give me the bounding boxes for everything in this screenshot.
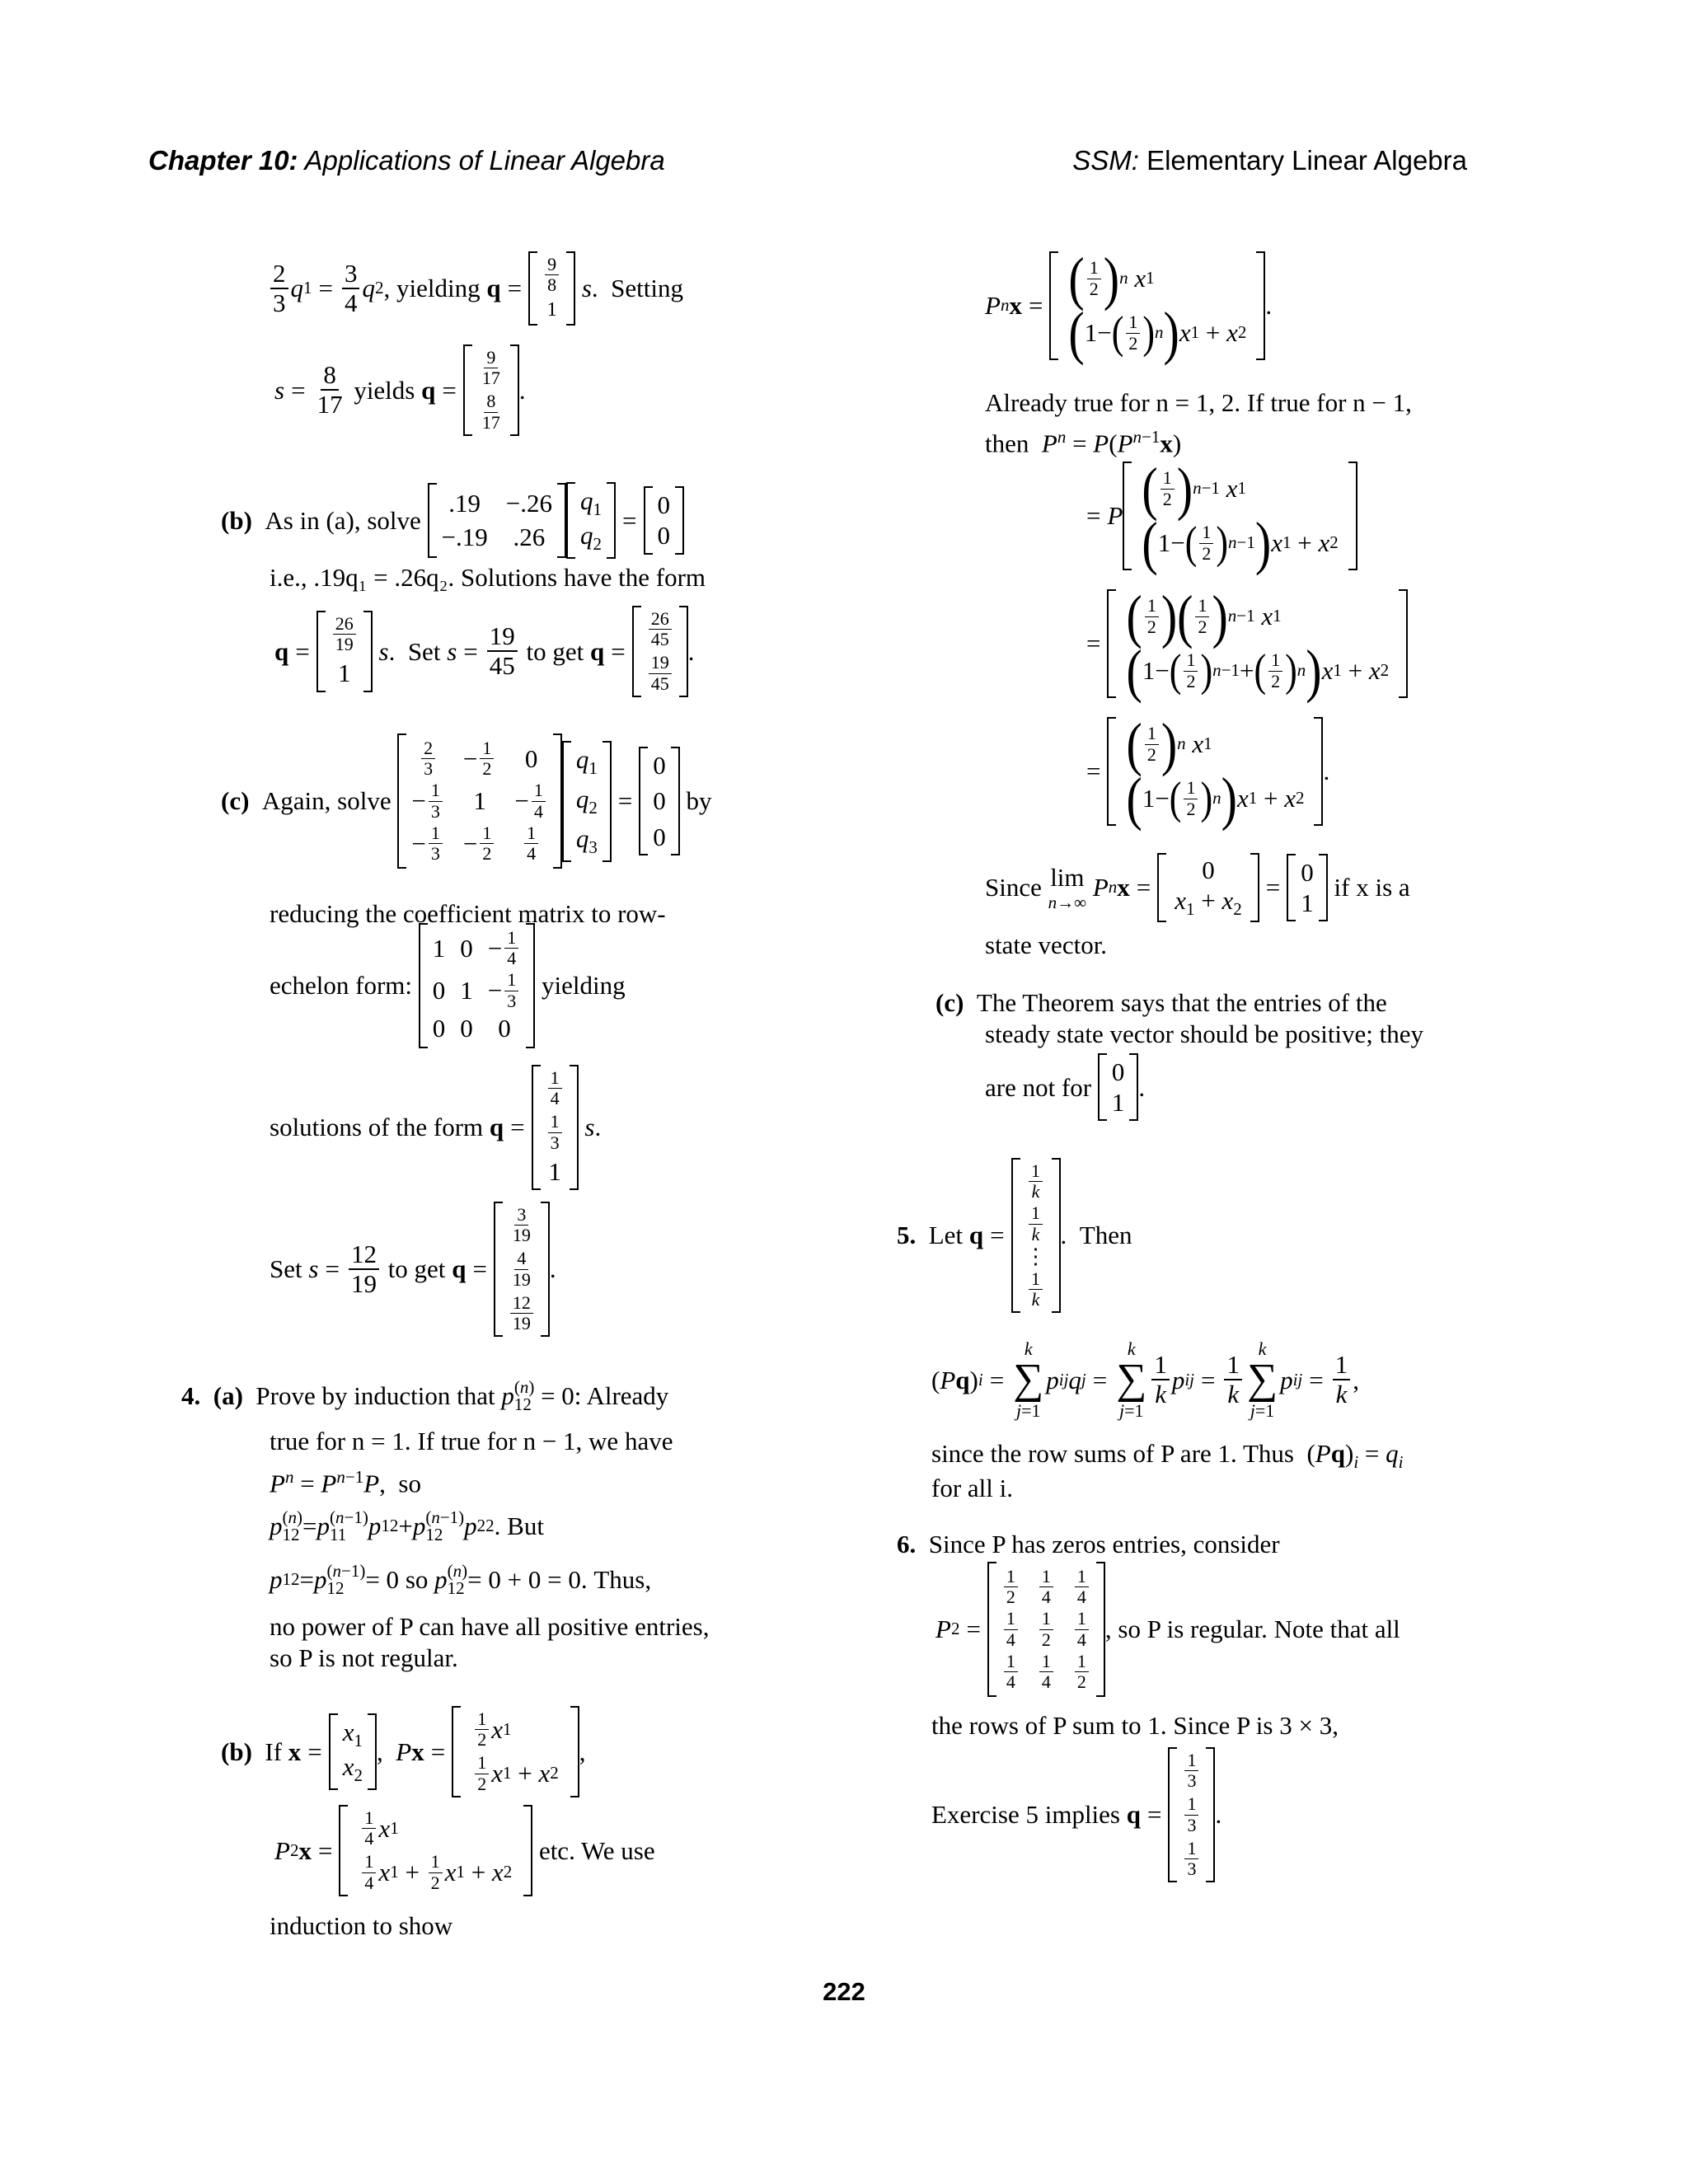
- eq-4a-1: $P^n = P^{n-1}P$, so: [270, 1467, 421, 1498]
- p4a-text3: true for n = 1. If true for n − 1, we have: [270, 1427, 673, 1455]
- eq-3c-echelon: echelon form: 1 0 − $\frac{1}{4}$ 0 1 − $\frac{1}{3}$ 0 0 0 yielding: [270, 923, 626, 1048]
- eq-r-step2: = ( $\frac{1}{2}$ ) ( $\frac{1}{2}$ ) n−1 x 1 ( 1− ( $\frac{1}{2}$ ) n−1 + ( $\frac{1}{2}$ ) n ) x 1 + x 2: [1080, 589, 1408, 698]
- eq-r-step1: = P ( $\frac{1}{2}$ ) n−1 x 1 ( 1− ( $\frac{1}{2}$ ) n−1 ) x 1 + x 2: [1080, 462, 1357, 570]
- part-4a: 4. (a) Prove by induction that p (n) 12 = 0: Already: [181, 1376, 669, 1414]
- p5-text4: for all i.: [931, 1474, 1013, 1502]
- eq-r-limit: Since lim n→∞ P n x = 0 $x_1 + x_2$ = 0 1 if x is a: [985, 853, 1410, 922]
- eq-4a-2: p (n) 12 = p (n−1) 11 p 12 + p (n−1) 12 p 22 . But: [270, 1507, 544, 1544]
- eq-r-pnx: P n x = ( $\frac{1}{2}$ ) n x 1 ( 1− ( $\frac{1}{2}$ ) n ) x 1 + x 2 .: [985, 244, 1273, 366]
- eq-6-q: Exercise 5 implies q = $\frac{1}{3}$ $\frac{1}{3}$ $\frac{1}{3}$ .: [931, 1747, 1221, 1882]
- p3c-text3: reducing the coefficient matrix to row-: [270, 899, 666, 928]
- part-3b: (b) As in (a), solve .19 −.26 −.19 .26 $q_1$ $q_2$ = 0 0: [221, 482, 684, 559]
- eq-rc: are not for 0 1 .: [985, 1053, 1145, 1121]
- book-title: Elementary Linear Algebra: [1146, 145, 1467, 176]
- chapter-prefix: Chapter 10:: [148, 145, 298, 176]
- eq-3a-1: $\frac{2}{3}$ q 1 = $\frac{3}{4}$ q 2 , yielding q = $\frac{9}{8}$ 1 s . Setting: [268, 251, 683, 326]
- eq-3a-2: s = $\frac{8}{17}$ yields q = $\frac{9}{17}$ $\frac{8}{17}$ .: [274, 344, 526, 436]
- eq-r-step3: = ( $\frac{1}{2}$ ) n x 1 ( 1− ( $\frac{1}{2}$ ) n ) x 1 + x 2 .: [1086, 710, 1330, 832]
- eq-3b-2: q = $\frac{26}{19}$ 1 s . Set s = $\frac{19}{45}$ to get q = $\frac{26}{45}$ $\frac{19}{45}$ .: [274, 606, 694, 697]
- header-book: [1072, 144, 1467, 177]
- rc-text2: steady state vector should be positive; they: [985, 1019, 1424, 1048]
- part-4b: (b) If x = $x_1$ $x_2$ , P x = $\frac{1}{2}$ x 1 $\frac{1}{2}$ x 1 + x 2 ,: [221, 1706, 585, 1797]
- part-6: 6. Since P has zeros entries, consider: [897, 1530, 1280, 1558]
- page-number: 222: [823, 1977, 865, 2006]
- eq-r-then: then $P^n = P(P^{n-1}x)$: [985, 427, 1182, 458]
- r-text5: state vector.: [985, 930, 1108, 959]
- p4a-text8: no power of P can have all positive entries,: [270, 1612, 710, 1641]
- eq-5-sum: ( P q ) i = k ∑ j=1 p ij q j = k ∑ j=1 $\frac{1}{k}$ p ij = $\frac{1}{k}$ k ∑ j=1 p ij = $\frac{1}{k}$ ,: [931, 1338, 1359, 1422]
- part-rc: (c) The Theorem says that the entries of the: [935, 988, 1387, 1017]
- eq-6-p2: P 2 = $\frac{1}{2}$ $\frac{1}{4}$ $\frac{1}{4}$ $\frac{1}{4}$ $\frac{1}{2}$ $\frac{1}{4}$ $\frac{1}{4}$ $\frac{1}{4}$ $\frac{1}{2}$ , so P is regular. Note that all: [935, 1562, 1400, 1697]
- header-chapter: [148, 144, 665, 177]
- chapter-title: Applications of Linear Algebra: [304, 145, 665, 176]
- part-3c: (c) Again, solve $\frac{2}{3}$ − $\frac{1}{2}$ 0 − $\frac{1}{3}$ 1 − $\frac{1}{4}$ − $\frac{1}{3}$ − $\frac{1}{2}$ $\frac{1}{4}$ $q_1$ $q_2$ $q_3$ = 0 0 0 by: [221, 733, 712, 869]
- p4b-text3: induction to show: [270, 1911, 453, 1940]
- book-prefix: SSM:: [1072, 145, 1139, 176]
- eq-5-rowsums: since the row sums of P are 1. Thus $(Pq)_i = q_i$: [931, 1439, 1404, 1473]
- p4a-text9: so P is not regular.: [270, 1643, 458, 1672]
- r-text1: Already true for n = 1, 2. If true for n − 1,: [985, 388, 1412, 417]
- part-5: 5. Let q = $\frac{1}{k}$ $\frac{1}{k}$ ⋮ $\frac{1}{k}$ . Then: [897, 1158, 1132, 1313]
- eq-4b-2: P 2 x = $\frac{1}{4}$ x 1 $\frac{1}{4}$ x 1 + $\frac{1}{2}$ x 1 + x 2 etc. We use: [274, 1805, 655, 1896]
- eq-3c-set: Set s = $\frac{12}{19}$ to get q = $\frac{3}{19}$ $\frac{4}{19}$ $\frac{12}{19}$ .: [270, 1202, 556, 1337]
- eq-4a-3: p 12 = p (n−1) 12 = 0 so p (n) 12 = 0 + 0 = 0. Thus,: [270, 1560, 652, 1598]
- p6-text3: the rows of P sum to 1. Since P is 3 × 3,: [931, 1711, 1339, 1740]
- eq-3c-solution: solutions of the form q = $\frac{1}{4}$ $\frac{1}{3}$ 1 s .: [270, 1065, 601, 1190]
- p3b-text2: i.e., .19q₁ = .26q₂. Solutions have the form: [270, 563, 706, 592]
